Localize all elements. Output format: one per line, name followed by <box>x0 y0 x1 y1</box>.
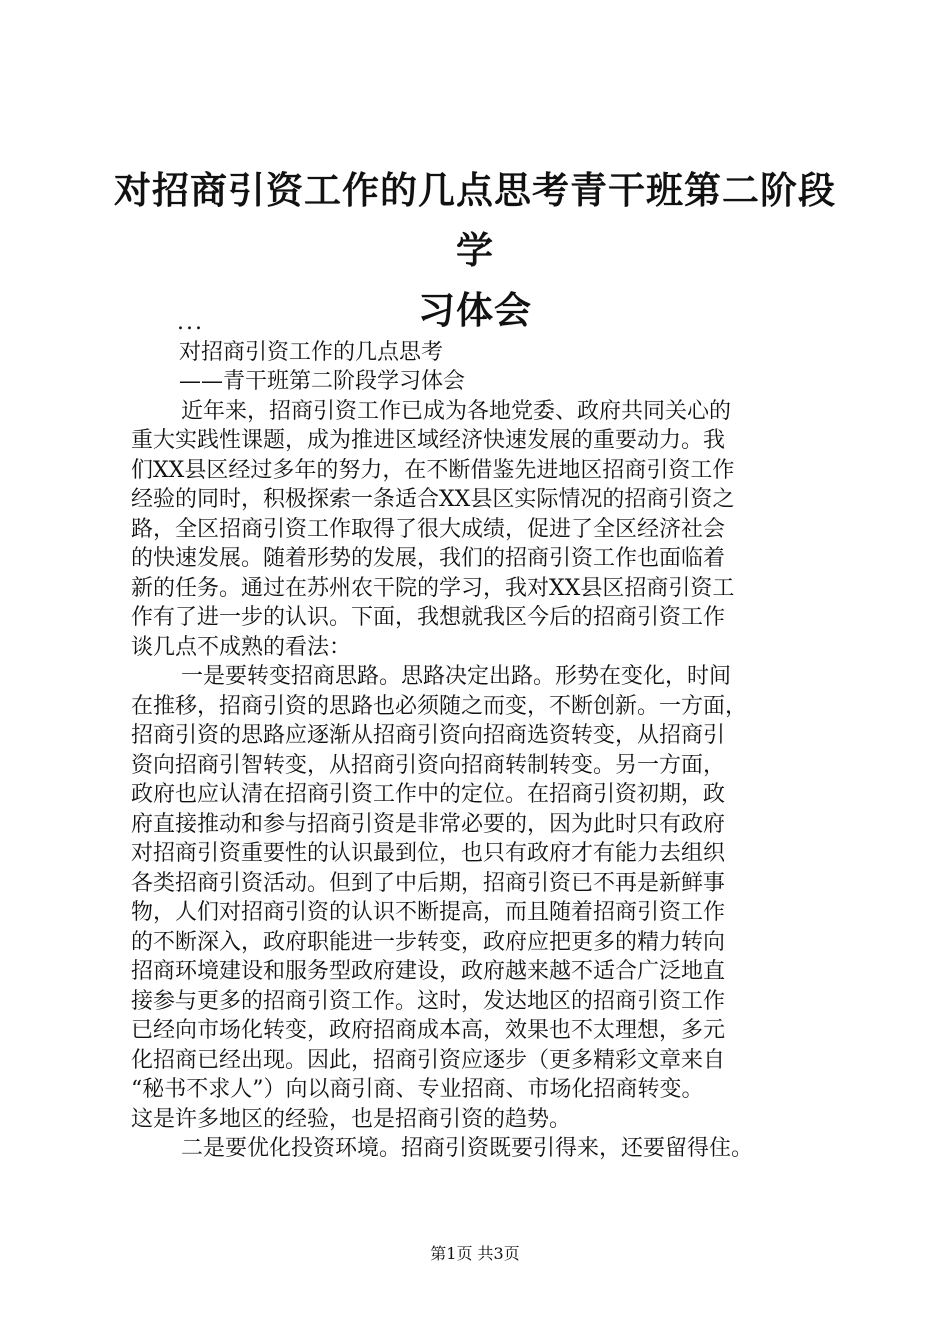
text-line: 政府也应认清在招商引资工作中的定位。在招商引资初期，政 <box>131 782 726 807</box>
text-line: 在推移，招商引资的思路也必须随之而变，不断创新。一方面， <box>131 693 748 719</box>
text-line: 招商环境建设和服务型政府建设，政府越来越不适合广泛地直 <box>131 959 726 984</box>
title-line-2: 习体会 <box>418 288 532 332</box>
text-line: 们XX县区经过多年的努力，在不断借鉴先进地区招商引资工作 <box>131 457 735 483</box>
text-line: 二是要优化投资环境。招商引资既要引得来，还要留得住。 <box>181 1136 754 1161</box>
text-line: 经验的同时，积极探索一条适合XX县区实际情况的招商引资之 <box>131 487 735 512</box>
subtitle: 对招商引资工作的几点思考 <box>179 339 444 365</box>
text-line: “秘书不求人”）向以商引商、专业招商、市场化招商转变。 <box>131 1077 704 1102</box>
text-line: 各类招商引资活动。但到了中后期，招商引资已不再是新鲜事 <box>131 870 726 896</box>
text-line: 府直接推动和参与招商引资是非常必要的，因为此时只有政府 <box>131 811 726 837</box>
text-line: 作有了进一步的认识。下面，我想就我区今后的招商引资工作 <box>131 605 726 630</box>
subtitle-2: ——青干班第二阶段学习体会 <box>179 369 466 394</box>
text-line: 招商引资的思路应逐渐从招商引资向招商选资转变，从招商引 <box>131 723 726 748</box>
text-line: 物，人们对招商引资的认识不断提高，而且随着招商引资工作 <box>131 900 726 925</box>
text-line: 资向招商引智转变，从招商引资向招商转制转变。另一方面， <box>131 752 726 778</box>
text-line: 的快速发展。随着形势的发展，我们的招商引资工作也面临着 <box>131 546 726 571</box>
ellipsis: ... <box>177 310 204 335</box>
text-line: 一是要转变招商思路。思路决定出路。形势在变化，时间 <box>181 664 732 689</box>
text-line: 路，全区招商引资工作取得了很大成绩，促进了全区经济社会 <box>131 516 726 542</box>
text-line: 已经向市场化转变，政府招商成本高，效果也不太理想，多元 <box>131 1018 726 1043</box>
paragraph-2 <box>131 662 850 1134</box>
text-line: 重大实践性课题，成为推进区域经济快速发展的重要动力。我 <box>131 428 726 453</box>
paragraph-3 <box>131 1134 850 1164</box>
text-line: 接参与更多的招商引资工作。这时，发达地区的招商引资工作 <box>131 988 726 1014</box>
text-line: 化招商已经出现。因此，招商引资应逐步（更多精彩文章来自 <box>131 1047 726 1073</box>
text-line: 对招商引资重要性的认识最到位，也只有政府才有能力去组织 <box>131 841 726 866</box>
paragraph-1 <box>131 397 850 663</box>
document-body <box>131 308 850 1164</box>
text-line: 近年来，招商引资工作已成为各地党委、政府共同关心的 <box>181 398 732 424</box>
text-line: 新的任务。通过在苏州农干院的学习，我对XX县区招商引资工 <box>131 575 735 601</box>
text-line: 的不断深入，政府职能进一步转变，政府应把更多的精力转向 <box>131 929 726 955</box>
text-line: 这是许多地区的经验，也是招商引资的趋势。 <box>131 1106 572 1132</box>
text-line: 谈几点不成熟的看法： <box>131 634 352 660</box>
title-line-1: 对招商引资工作的几点思考青干班第二阶段学 <box>114 168 836 272</box>
page-footer: 第1页 共3页 <box>430 1244 520 1263</box>
